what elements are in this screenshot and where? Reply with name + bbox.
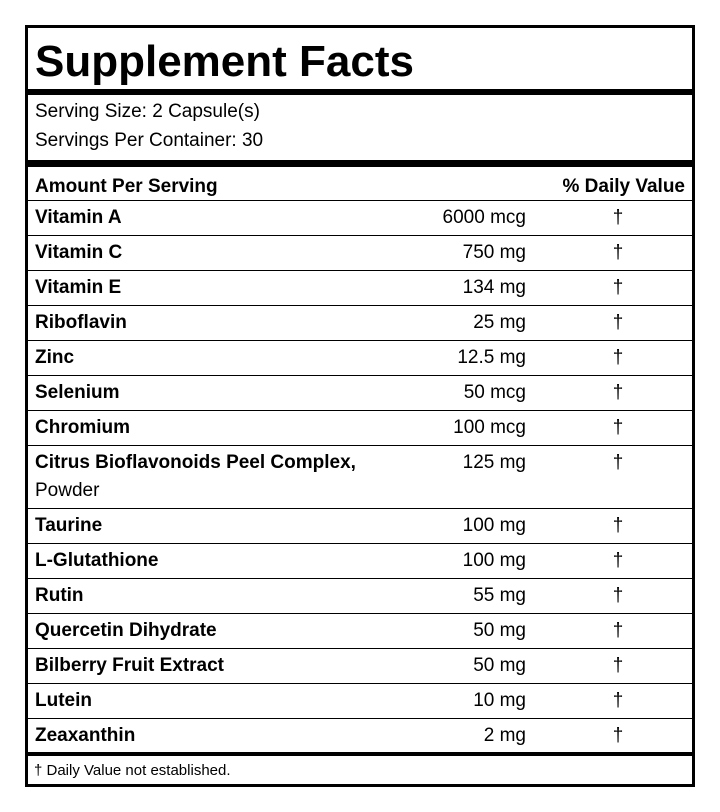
ingredient-row: [28, 718, 692, 753]
ingredient-amount: 50 mcg: [463, 382, 526, 403]
ingredient-row: [28, 340, 692, 375]
ingredient-name-text: Lutein: [35, 690, 92, 711]
ingredient-row: [28, 683, 692, 718]
daily-value-dagger: †: [612, 277, 624, 298]
ingredient-amount: 134 mg: [462, 277, 526, 298]
ingredient-name-text: Vitamin C: [35, 242, 123, 263]
ingredient-name: [35, 379, 415, 407]
servings-per-container: Servings Per Container: 30: [35, 130, 264, 151]
ingredient-amount: 125 mg: [462, 452, 526, 473]
ingredient-row: [28, 648, 692, 683]
ingredient-row: [28, 578, 692, 613]
ingredient-row: [28, 270, 692, 305]
ingredient-name-text: Quercetin Dihydrate: [35, 620, 217, 641]
ingredient-amount: 750 mg: [462, 242, 526, 263]
ingredient-name-text: Taurine: [35, 515, 103, 536]
daily-value-dagger: †: [612, 312, 624, 333]
daily-value-dagger: †: [612, 207, 624, 228]
ingredient-amount: 100 mcg: [453, 417, 526, 438]
daily-value-header: % Daily Value: [562, 176, 685, 197]
daily-value-dagger: †: [612, 550, 624, 571]
ingredient-amount: 50 mg: [473, 655, 526, 676]
ingredient-amount: 100 mg: [462, 515, 526, 536]
ingredient-name: [35, 204, 415, 232]
serving-size: Serving Size: 2 Capsule(s): [35, 101, 260, 122]
supplement-facts-panel: [25, 25, 695, 787]
ingredient-name-text: Bilberry Fruit Extract: [35, 655, 224, 676]
ingredient-name: [35, 547, 415, 575]
ingredient-row: [28, 375, 692, 410]
label-title: Supplement Facts: [35, 37, 414, 86]
ingredient-name: [35, 449, 415, 505]
daily-value-dagger: †: [612, 725, 624, 746]
ingredient-name: [35, 617, 415, 645]
daily-value-dagger: †: [612, 242, 624, 263]
ingredient-name-text: L-Glutathione: [35, 550, 159, 571]
ingredient-row: [28, 613, 692, 648]
ingredient-amount: 2 mg: [483, 725, 526, 746]
ingredient-name-text: Riboflavin: [35, 312, 127, 333]
ingredient-name-text: Citrus Bioflavonoids Peel Complex,: [35, 452, 356, 473]
daily-value-dagger: †: [612, 382, 624, 403]
ingredient-name-text: Rutin: [35, 585, 84, 606]
ingredient-name: [35, 274, 415, 302]
ingredient-name-text: Vitamin A: [35, 207, 122, 228]
ingredient-row: [28, 200, 692, 235]
ingredient-row: [28, 508, 692, 543]
footnote: † Daily Value not established.: [34, 762, 231, 779]
ingredient-row: [28, 543, 692, 578]
ingredient-name: [35, 344, 415, 372]
ingredient-amount: 10 mg: [473, 690, 526, 711]
ingredient-name-text: Vitamin E: [35, 277, 122, 298]
thick-divider: [28, 752, 692, 756]
ingredient-name-text: Selenium: [35, 382, 120, 403]
ingredient-name: [35, 582, 415, 610]
ingredient-name-text: Zeaxanthin: [35, 725, 136, 746]
ingredient-detail: Powder: [35, 480, 100, 501]
daily-value-dagger: †: [612, 655, 624, 676]
ingredient-name: [35, 309, 415, 337]
ingredient-name: [35, 687, 415, 715]
ingredient-row: [28, 235, 692, 270]
ingredient-name-text: Chromium: [35, 417, 130, 438]
ingredient-row: [28, 305, 692, 340]
daily-value-dagger: †: [612, 515, 624, 536]
daily-value-dagger: †: [612, 620, 624, 641]
thick-divider: [28, 89, 692, 95]
ingredient-name: [35, 722, 415, 750]
ingredient-amount: 12.5 mg: [457, 347, 526, 368]
daily-value-dagger: †: [612, 585, 624, 606]
daily-value-dagger: †: [612, 417, 624, 438]
ingredient-amount: 6000 mcg: [442, 207, 526, 228]
ingredient-amount: 25 mg: [473, 312, 526, 333]
ingredient-amount: 55 mg: [473, 585, 526, 606]
ingredient-amount: 100 mg: [462, 550, 526, 571]
daily-value-dagger: †: [612, 452, 624, 473]
ingredient-row: [28, 410, 692, 445]
ingredient-name: [35, 239, 415, 267]
ingredient-name: [35, 652, 415, 680]
daily-value-dagger: †: [612, 690, 624, 711]
thick-divider: [28, 160, 692, 167]
ingredient-name-text: Zinc: [35, 347, 75, 368]
ingredient-name: [35, 414, 415, 442]
ingredient-row: [28, 445, 692, 508]
ingredient-amount: 50 mg: [473, 620, 526, 641]
amount-per-serving-header: Amount Per Serving: [35, 176, 218, 197]
daily-value-dagger: †: [612, 347, 624, 368]
ingredient-name: [35, 512, 415, 540]
ingredient-table: [28, 200, 692, 764]
